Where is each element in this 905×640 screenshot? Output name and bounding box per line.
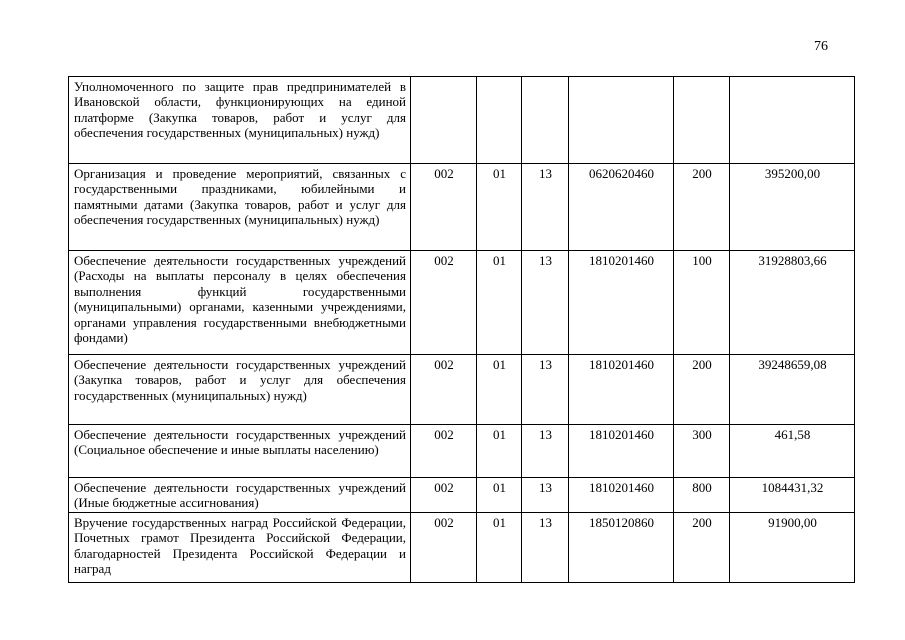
amount: 461,58 [730,425,855,478]
table-row [69,164,855,251]
table-row [69,355,855,425]
expense-type-code: 200 [674,164,730,251]
row-description: Обеспечение деятельности государственных учреждений (Расходы на выплаты персоналу в целях обеспечения выполнения функций государственными (муниципальными) органами, казенными учреждениями, органами управления государственными внебюджетными фондами) [69,251,411,355]
table-row [69,77,855,164]
row-description: Организация и проведение мероприятий, связанных с государственными праздниками, юбилейными и памятными датами (Закупка товаров, работ и услуг для обеспечения государственных (муниципальных) нужд) [69,164,411,251]
row-description: Уполномоченного по защите прав предпринимателей в Ивановской области, функционирующих на единой платформе (Закупка товаров, работ и услуг для обеспечения государственных (муниципальных) нужд) [69,77,411,164]
ministry-code: 002 [411,478,477,513]
amount: 1084431,32 [730,478,855,513]
row-description: Вручение государственных наград Российской Федерации, Почетных грамот Президента Российской Федерации, благодарностей Президента Российской Федерации и наград [69,513,411,583]
expense-type-code: 300 [674,425,730,478]
expense-type-code: 200 [674,355,730,425]
amount: 395200,00 [730,164,855,251]
row-description: Обеспечение деятельности государственных учреждений (Закупка товаров, работ и услуг для обеспечения государственных (муниципальных) нужд) [69,355,411,425]
expense-type-code: 100 [674,251,730,355]
section-code: 01 [477,513,522,583]
ministry-code: 002 [411,251,477,355]
ministry-code: 002 [411,164,477,251]
subsection-code: 13 [522,513,569,583]
section-code [477,77,522,164]
target-article-code: 1810201460 [569,355,674,425]
subsection-code: 13 [522,164,569,251]
ministry-code: 002 [411,425,477,478]
subsection-code: 13 [522,478,569,513]
target-article-code: 1850120860 [569,513,674,583]
target-article-code: 1810201460 [569,251,674,355]
page-number: 76 [814,39,828,54]
row-description: Обеспечение деятельности государственных учреждений (Иные бюджетные ассигнования) [69,478,411,513]
table-row [69,478,855,513]
amount: 31928803,66 [730,251,855,355]
subsection-code: 13 [522,251,569,355]
section-code: 01 [477,251,522,355]
subsection-code [522,77,569,164]
target-article-code: 1810201460 [569,478,674,513]
section-code: 01 [477,425,522,478]
section-code: 01 [477,164,522,251]
table-row [69,513,855,583]
section-code: 01 [477,355,522,425]
table-row [69,251,855,355]
subsection-code: 13 [522,425,569,478]
ministry-code: 002 [411,355,477,425]
ministry-code: 002 [411,513,477,583]
section-code: 01 [477,478,522,513]
amount [730,77,855,164]
amount: 39248659,08 [730,355,855,425]
expense-type-code: 800 [674,478,730,513]
target-article-code [569,77,674,164]
expense-type-code [674,77,730,164]
table-row [69,425,855,478]
expense-type-code: 200 [674,513,730,583]
row-description: Обеспечение деятельности государственных учреждений (Социальное обеспечение и иные выплаты населению) [69,425,411,478]
subsection-code: 13 [522,355,569,425]
ministry-code [411,77,477,164]
budget-table [68,76,855,583]
target-article-code: 0620620460 [569,164,674,251]
target-article-code: 1810201460 [569,425,674,478]
amount: 91900,00 [730,513,855,583]
